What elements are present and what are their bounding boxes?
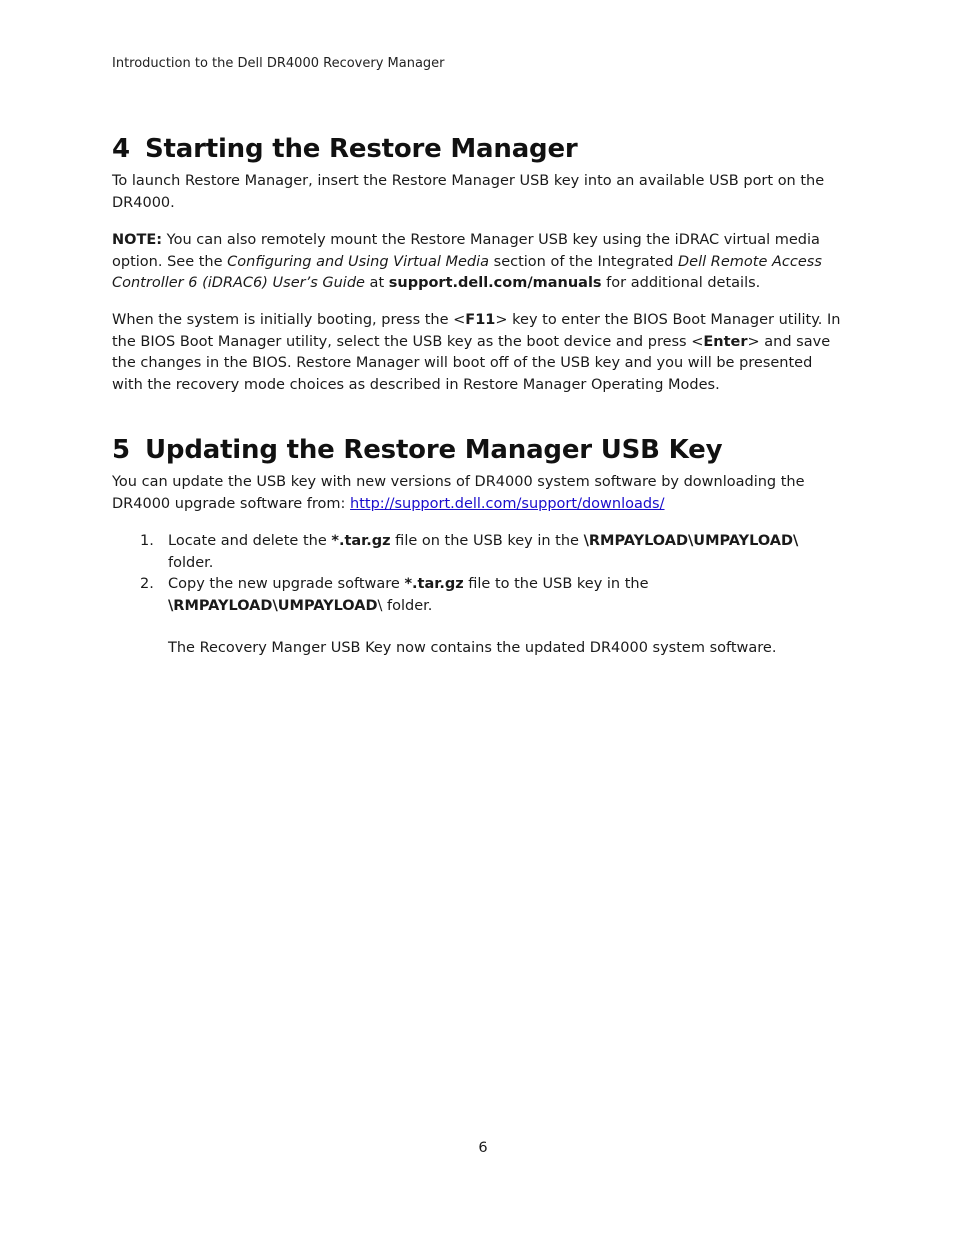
section-4-intro-paragraph: To launch Restore Manager, insert the Restore Manager USB key into an available USB port on the DR4000. (112, 173, 825, 211)
manuals-url-text: support.dell.com/manuals (388, 275, 602, 291)
guide-title-reference: Dell Remote Access Controller 6 (iDRAC6) User’s Guide (112, 253, 822, 291)
running-header: Introduction to the Dell DR4000 Recovery Manager (112, 56, 445, 71)
section-title: Starting the Restore Manager (145, 134, 578, 164)
enter-key: Enter (703, 333, 748, 350)
list-item-text: Copy the new upgrade software *.tar.gz file to the USB key in the \RMPAYLOAD\UMPAYLOAD\ folder. (168, 576, 649, 614)
f11-key: F11 (465, 312, 496, 328)
section-4-heading (112, 134, 578, 164)
list-item-text: Locate and delete the *.tar.gz file on the USB key in the \RMPAYLOAD\UMPAYLOAD\ folder. (168, 533, 799, 571)
list-marker: 2. (140, 576, 154, 592)
list-marker: 1. (140, 533, 154, 549)
section-number: 5 (112, 435, 130, 465)
guide-section-reference: Configuring and Using Virtual Media (227, 253, 490, 270)
completion-note: The Recovery Manger USB Key now contains the updated DR4000 system software. (168, 640, 777, 656)
boot-instructions-paragraph: When the system is initially booting, press the <F11> key to enter the BIOS Boot Manager utility. In the BIOS Boot Manager utility, select the USB key as the boot device and press <Enter> and save the changes in the BIOS. Restore Manager will boot off of the USB key and you will be presented with the recovery mode choices as described in Restore Manager Operating Modes. (112, 312, 841, 393)
downloads-link[interactable]: http://support.dell.com/support/downloads/ (350, 495, 665, 512)
note-label: NOTE: (112, 232, 163, 248)
page-number: 6 (478, 1140, 488, 1156)
section-number: 4 (112, 134, 130, 164)
note-paragraph: NOTE: You can also remotely mount the Restore Manager USB key using the iDRAC virtual media option. See the Configuring and Using Virtual Media section of the Integrated Dell Remote Access Controller 6 (iDRAC6) User’s Guide at support.dell.com/manuals for additional details. (112, 232, 822, 291)
section-5-heading (112, 435, 722, 465)
section-5-intro-paragraph: You can update the USB key with new versions of DR4000 system software by downloading the DR4000 upgrade software from: http://support.dell.com/support/downloads/ (112, 474, 805, 512)
section-title: Updating the Restore Manager USB Key (145, 435, 723, 465)
